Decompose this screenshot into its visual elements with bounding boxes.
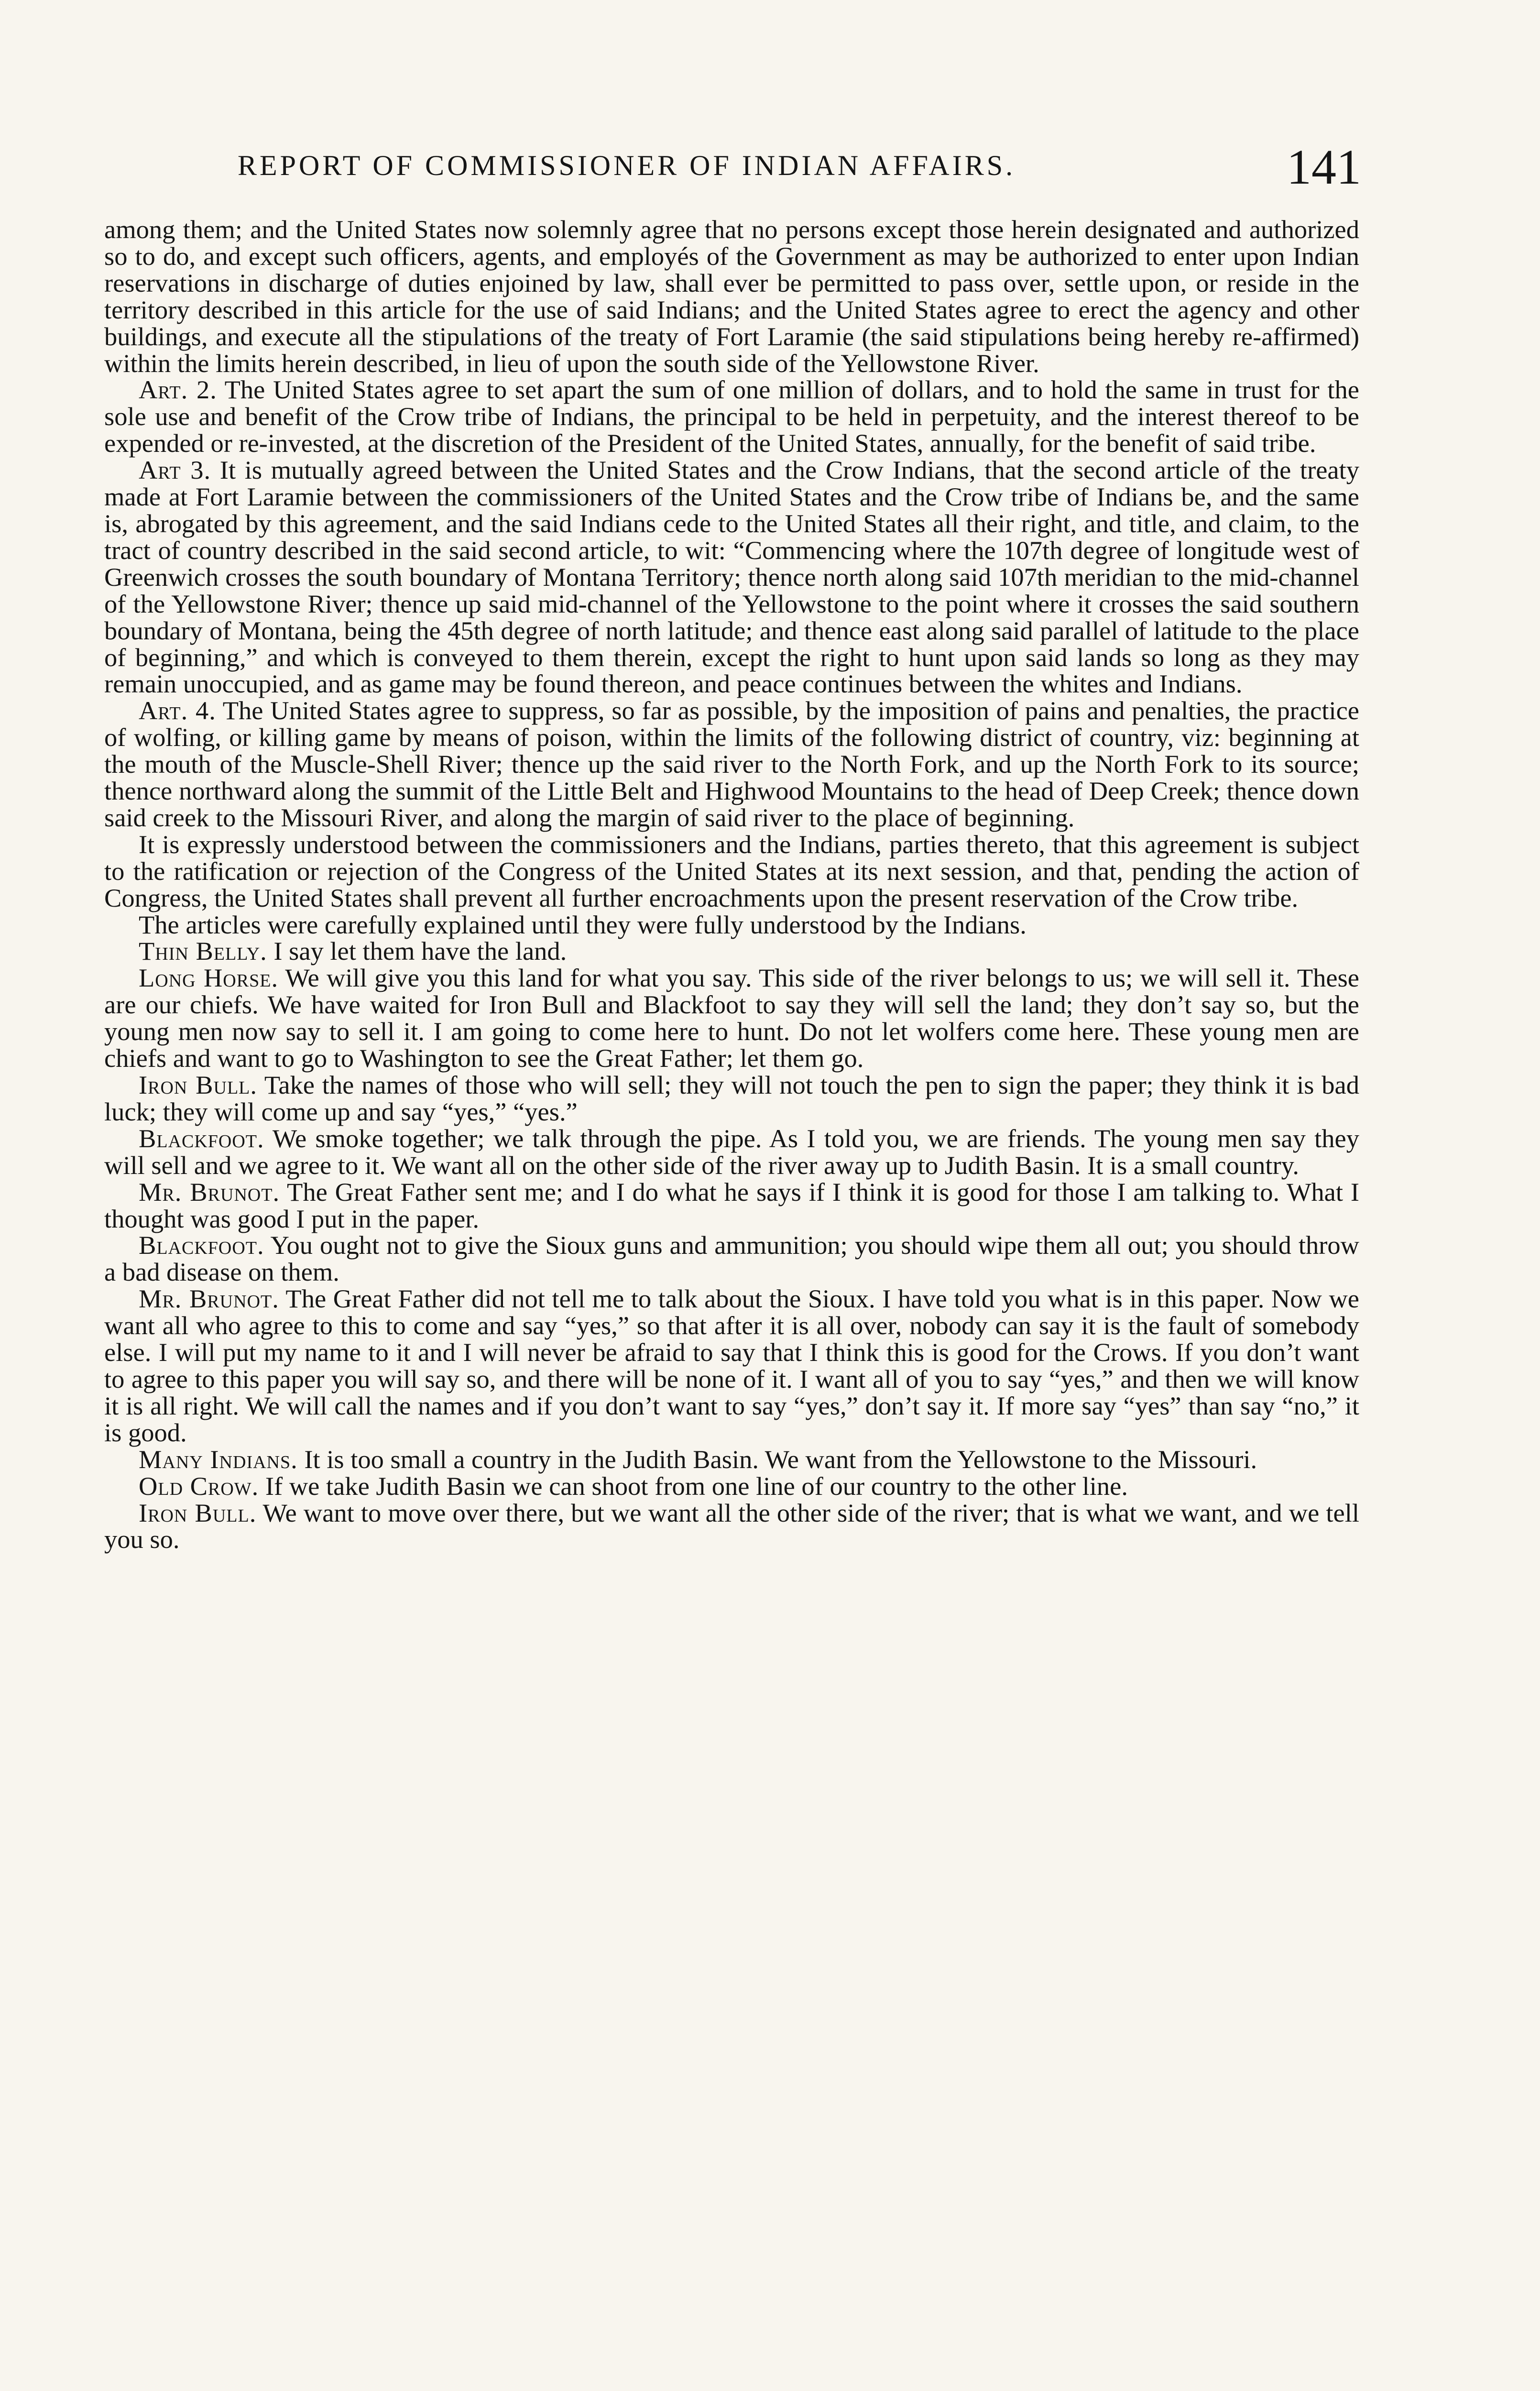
speech-blackfoot-1: Blackfoot. We smoke together; we talk through the pipe. As I told you, we are friends. The young men say they will sell and we agree to it. We want all on the other side of the river away up to Judith Basin. It is a small country. — [104, 1123, 1359, 1180]
speech-brunot-1: Mr. Brunot. The Great Father sent me; and I do what he says if I think it is good for those I am talking to. What I thought was good I put in the paper. — [104, 1177, 1360, 1233]
speaker-name: Blackfoot. — [139, 1230, 264, 1260]
speech-thin-belly: Thin Belly. I say let them have the land. — [139, 936, 567, 966]
speech-blackfoot-2: Blackfoot. You ought not to give the Sioux guns and ammunition; you should wipe them all out; you should throw a bad disease on them. — [104, 1230, 1359, 1287]
paragraph-continuation: among them; and the United States now solemnly agree that no persons except those herein designated and authorized so to do, and except such officers, agents, and employés of the Government as may be authorized to enter upon Indian reservations in discharge of duties enjoined by law, shall ever be permitted to pass over, settle upon, or reside in the territory described in this article for the use of said Indians; and the United States agree to erect the agency and other buildings, and execute all the stipulations of the treaty of Fort Laramie (the said stipulations being hereby re-affirmed) within the limits herein described, in lieu of upon the south side of the Yellowstone River. — [104, 215, 1359, 378]
speaker-name: Mr. Brunot. — [139, 1177, 280, 1206]
speaker-name: Iron Bull. — [139, 1498, 257, 1527]
speaker-name: Long Horse. — [139, 963, 279, 993]
speech-old-crow: Old Crow. If we take Judith Basin we can shoot from one line of our country to the other line. — [139, 1471, 1128, 1501]
speech-long-horse: Long Horse. We will give you this land for what you say. This side of the river belongs to us; we will sell it. These are our chiefs. We have waited for Iron Bull and Blackfoot to say they will sell the land; they don’t say so, but the young men now say to sell it. I am going to come here to hunt. Do not let wolfers come here. These young men are chiefs and want to go to Washington to see the Great Father; let them go. — [104, 963, 1359, 1073]
speech-iron-bull-1: Iron Bull. Take the names of those who will sell; they will not touch the pen to sign the paper; they think it is bad luck; they will come up and say “yes,” “yes.” — [104, 1070, 1359, 1126]
speaker-name: Old Crow. — [139, 1471, 259, 1501]
running-head: REPORT OF COMMISSIONER OF INDIAN AFFAIRS. — [238, 150, 1016, 181]
paragraph-article-2: Art. 2. The United States agree to set apart the sum of one million of dollars, and to hold the same in trust for the sole use and benefit of the Crow tribe of Indians, the principal to be held in perpetuity, and the interest thereof to be expended or re-invested, at the discretion of the President of the United States, annually, for the benefit of said tribe. — [104, 375, 1359, 458]
speech-many-indians: Many Indians. It is too small a country in the Judith Basin. We want from the Yellowstone to the Missouri. — [139, 1444, 1257, 1474]
page-header — [238, 139, 1361, 196]
speaker-name: Mr. Brunot. — [139, 1284, 279, 1314]
speaker-name: Many Indians. — [139, 1444, 298, 1474]
speaker-name: Thin Belly. — [139, 936, 267, 966]
article-label: Art. 2. — [139, 375, 217, 405]
article-label: Art. 4. — [139, 696, 216, 725]
speaker-name: Iron Bull. — [139, 1070, 258, 1099]
paragraph-understanding: It is expressly understood between the commissioners and the Indians, parties thereto, that this agreement is subject to the ratification or rejection of the Congress of the United States at its next session, and that, pending the action of Congress, the United States shall prevent all further encroachments upon the present reservation of the Crow tribe. — [104, 829, 1359, 912]
article-label: Art 3. — [139, 455, 211, 485]
paragraph-article-4: Art. 4. The United States agree to suppress, so far as possible, by the imposition of pains and penalties, the practice of wolfing, or killing game by means of poison, within the limits of the following district of country, viz: beginning at the mouth of the Muscle-Shell River; thence up the said river to the North Fork, and up the North Fork to its source; thence northward along the summit of the Little Belt and Highwood Mountains to the head of Deep Creek; thence down said creek to the Missouri River, and along the margin of said river to the place of beginning. — [104, 696, 1359, 832]
page-number: 141 — [1287, 140, 1361, 195]
speaker-name: Blackfoot. — [139, 1123, 264, 1153]
body-text — [104, 216, 1359, 1553]
paragraph-explained: The articles were carefully explained until they were fully understood by the Indians. — [139, 910, 1027, 939]
speech-brunot-2: Mr. Brunot. The Great Father did not tell me to talk about the Sioux. I have told you what is in this paper. Now we want all who agree to this to come and say “yes,” so that after it is all over, nobody can say it is the fault of somebody else. I will put my name to it and I will never be afraid to say that I think this is good for the Crows. If you don’t want to agree to this paper you will say so, and there will be none of it. I want all of you to say “yes,” and then we will know it is all right. We will call the names and if you don’t want to say “yes,” don’t say it. If more say “yes” than say “no,” it is good. — [104, 1284, 1359, 1447]
speech-iron-bull-2: Iron Bull. We want to move over there, but we want all the other side of the river; that is what we want, and we tell you so. — [104, 1498, 1359, 1554]
paragraph-article-3: Art 3. It is mutually agreed between the United States and the Crow Indians, that the second article of the treaty made at Fort Laramie between the commissioners of the United States and the Crow tribe of Indians be, and the same is, abrogated by this agreement, and the said Indians cede to the United States all their right, and title, and claim, to the tract of country described in the said second article, to wit: “Commencing where the 107th degree of longitude west of Greenwich crosses the south boundary of Montana Territory; thence north along said 107th meridian to the mid-channel of the Yellowstone River; thence up said mid-channel of the Yellowstone to the point where it crosses the said southern boundary of Montana, being the 45th degree of north latitude; and thence east along said parallel of latitude to the place of beginning,” and which is conveyed to them therein, except the right to hunt upon said lands so long as they may remain unoccupied, and as game may be found thereon, and peace continues between the whites and Indians. — [104, 455, 1359, 699]
